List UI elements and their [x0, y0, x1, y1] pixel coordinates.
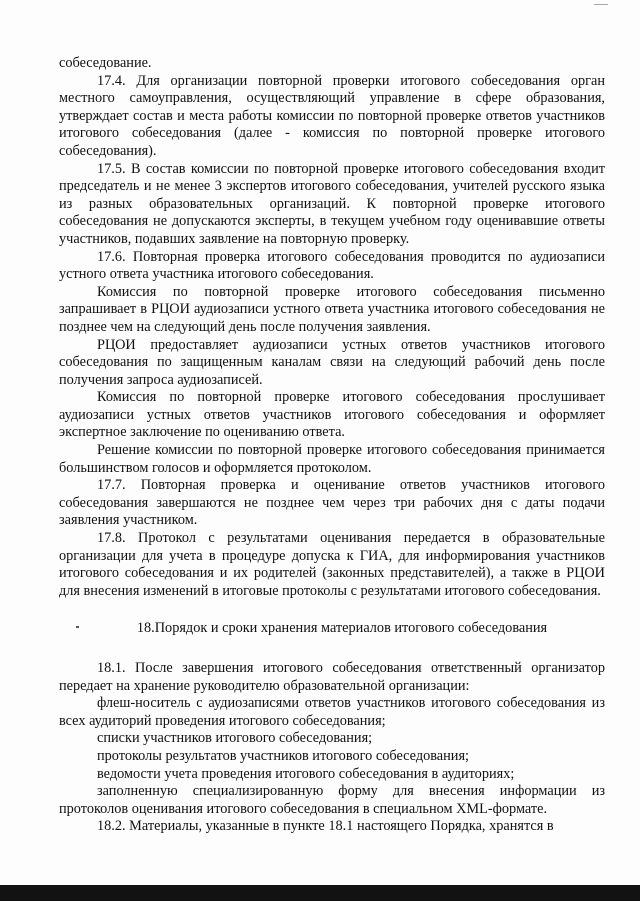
list-item-participant-lists: списки участников итогового собеседования; [97, 730, 373, 747]
scan-artifact-dot [76, 626, 79, 628]
scan-bottom-edge [0, 885, 640, 901]
list-item-statements: ведомости учета проведения итогового собеседования в аудиториях; [97, 765, 515, 782]
document-body [59, 55, 605, 836]
paragraph-rcoi-provides: РЦОИ предоставляет аудиозаписи устных ответов участников итогового собеседования по защищенным каналам связи на следующий рабочий день после получения запроса аудиозаписей. [59, 336, 605, 388]
paragraph-18-1: 18.1. После завершения итогового собеседования ответственный организатор передает на хранение руководителю образовательной организации: [59, 660, 605, 694]
scan-corner-mark [594, 4, 608, 7]
paragraph-17-8: 17.8. Протокол с результатами оценивания передается в образовательные организации для учета в процедуре допуска к ГИА, для информирования участников итогового собеседования и их родителей (законных представителей), а также в РЦОИ для внесения изменений в итоговые протоколы с результатами итогового собеседования. [59, 530, 605, 599]
paragraph-commission-request: Комиссия по повторной проверке итогового собеседования письменно запрашивает в РЦОИ аудиозаписи устного ответа участника итогового собеседования не позднее чем на следующий день после получения заявления. [59, 283, 605, 335]
list-item-xml-form: заполненную специализированную форму для внесения информации из протоколов оценивания итогового собеседования в специальном XML-формате. [59, 783, 605, 817]
paragraph-17-6: 17.6. Повторная проверка итогового собеседования проводится по аудиозаписи устного ответа участника итогового собеседования. [59, 248, 605, 283]
paragraph-17-5: 17.5. В состав комиссии по повторной проверке итогового собеседования входит председатель и не менее 3 экспертов итогового собеседования, учителей русского языка из разных образовательных организаций. К повторной проверке итогового собеседования не допускаются эксперты, в текущем учебном году оценивавшие ответы участников, подавших заявление на повторную проверку. [59, 160, 605, 247]
list-item-result-protocols: протоколы результатов участников итогового собеседования; [97, 747, 469, 764]
paragraph-decision: Решение комиссии по повторной проверке итогового собеседования принимается большинством голосов и оформляется протоколом. [59, 442, 605, 476]
paragraph-17-7: 17.7. Повторная проверка и оценивание ответов участников итогового собеседования завершаются не позднее чем через три рабочих дня с даты подачи заявления участником. [59, 477, 605, 529]
list-item-flash-drive: флеш-носитель с аудиозаписями ответов участников итогового собеседования из всех аудиторий проведения итогового собеседования; [59, 695, 605, 729]
paragraph-continuation: собеседование. [59, 55, 152, 71]
paragraph-commission-listens: Комиссия по повторной проверке итогового собеседования прослушивает аудиозаписи устных ответов участников итогового собеседования и оформляет экспертное заключение по оцениванию ответа. [59, 389, 605, 441]
paragraph-17-4: 17.4. Для организации повторной проверки итогового собеседования орган местного самоуправления, осуществляющий управление в сфере образования, утверждает состав и места работы комиссии по повторной проверке ответов участников итогового собеседования (далее - комиссия по повторной проверке итогового собеседования). [59, 72, 605, 159]
section-heading-18: 18.Порядок и сроки хранения материалов итогового собеседования [136, 620, 548, 637]
paragraph-18-2: 18.2. Материалы, указанные в пункте 18.1 настоящего Порядка, хранятся в [97, 818, 554, 835]
